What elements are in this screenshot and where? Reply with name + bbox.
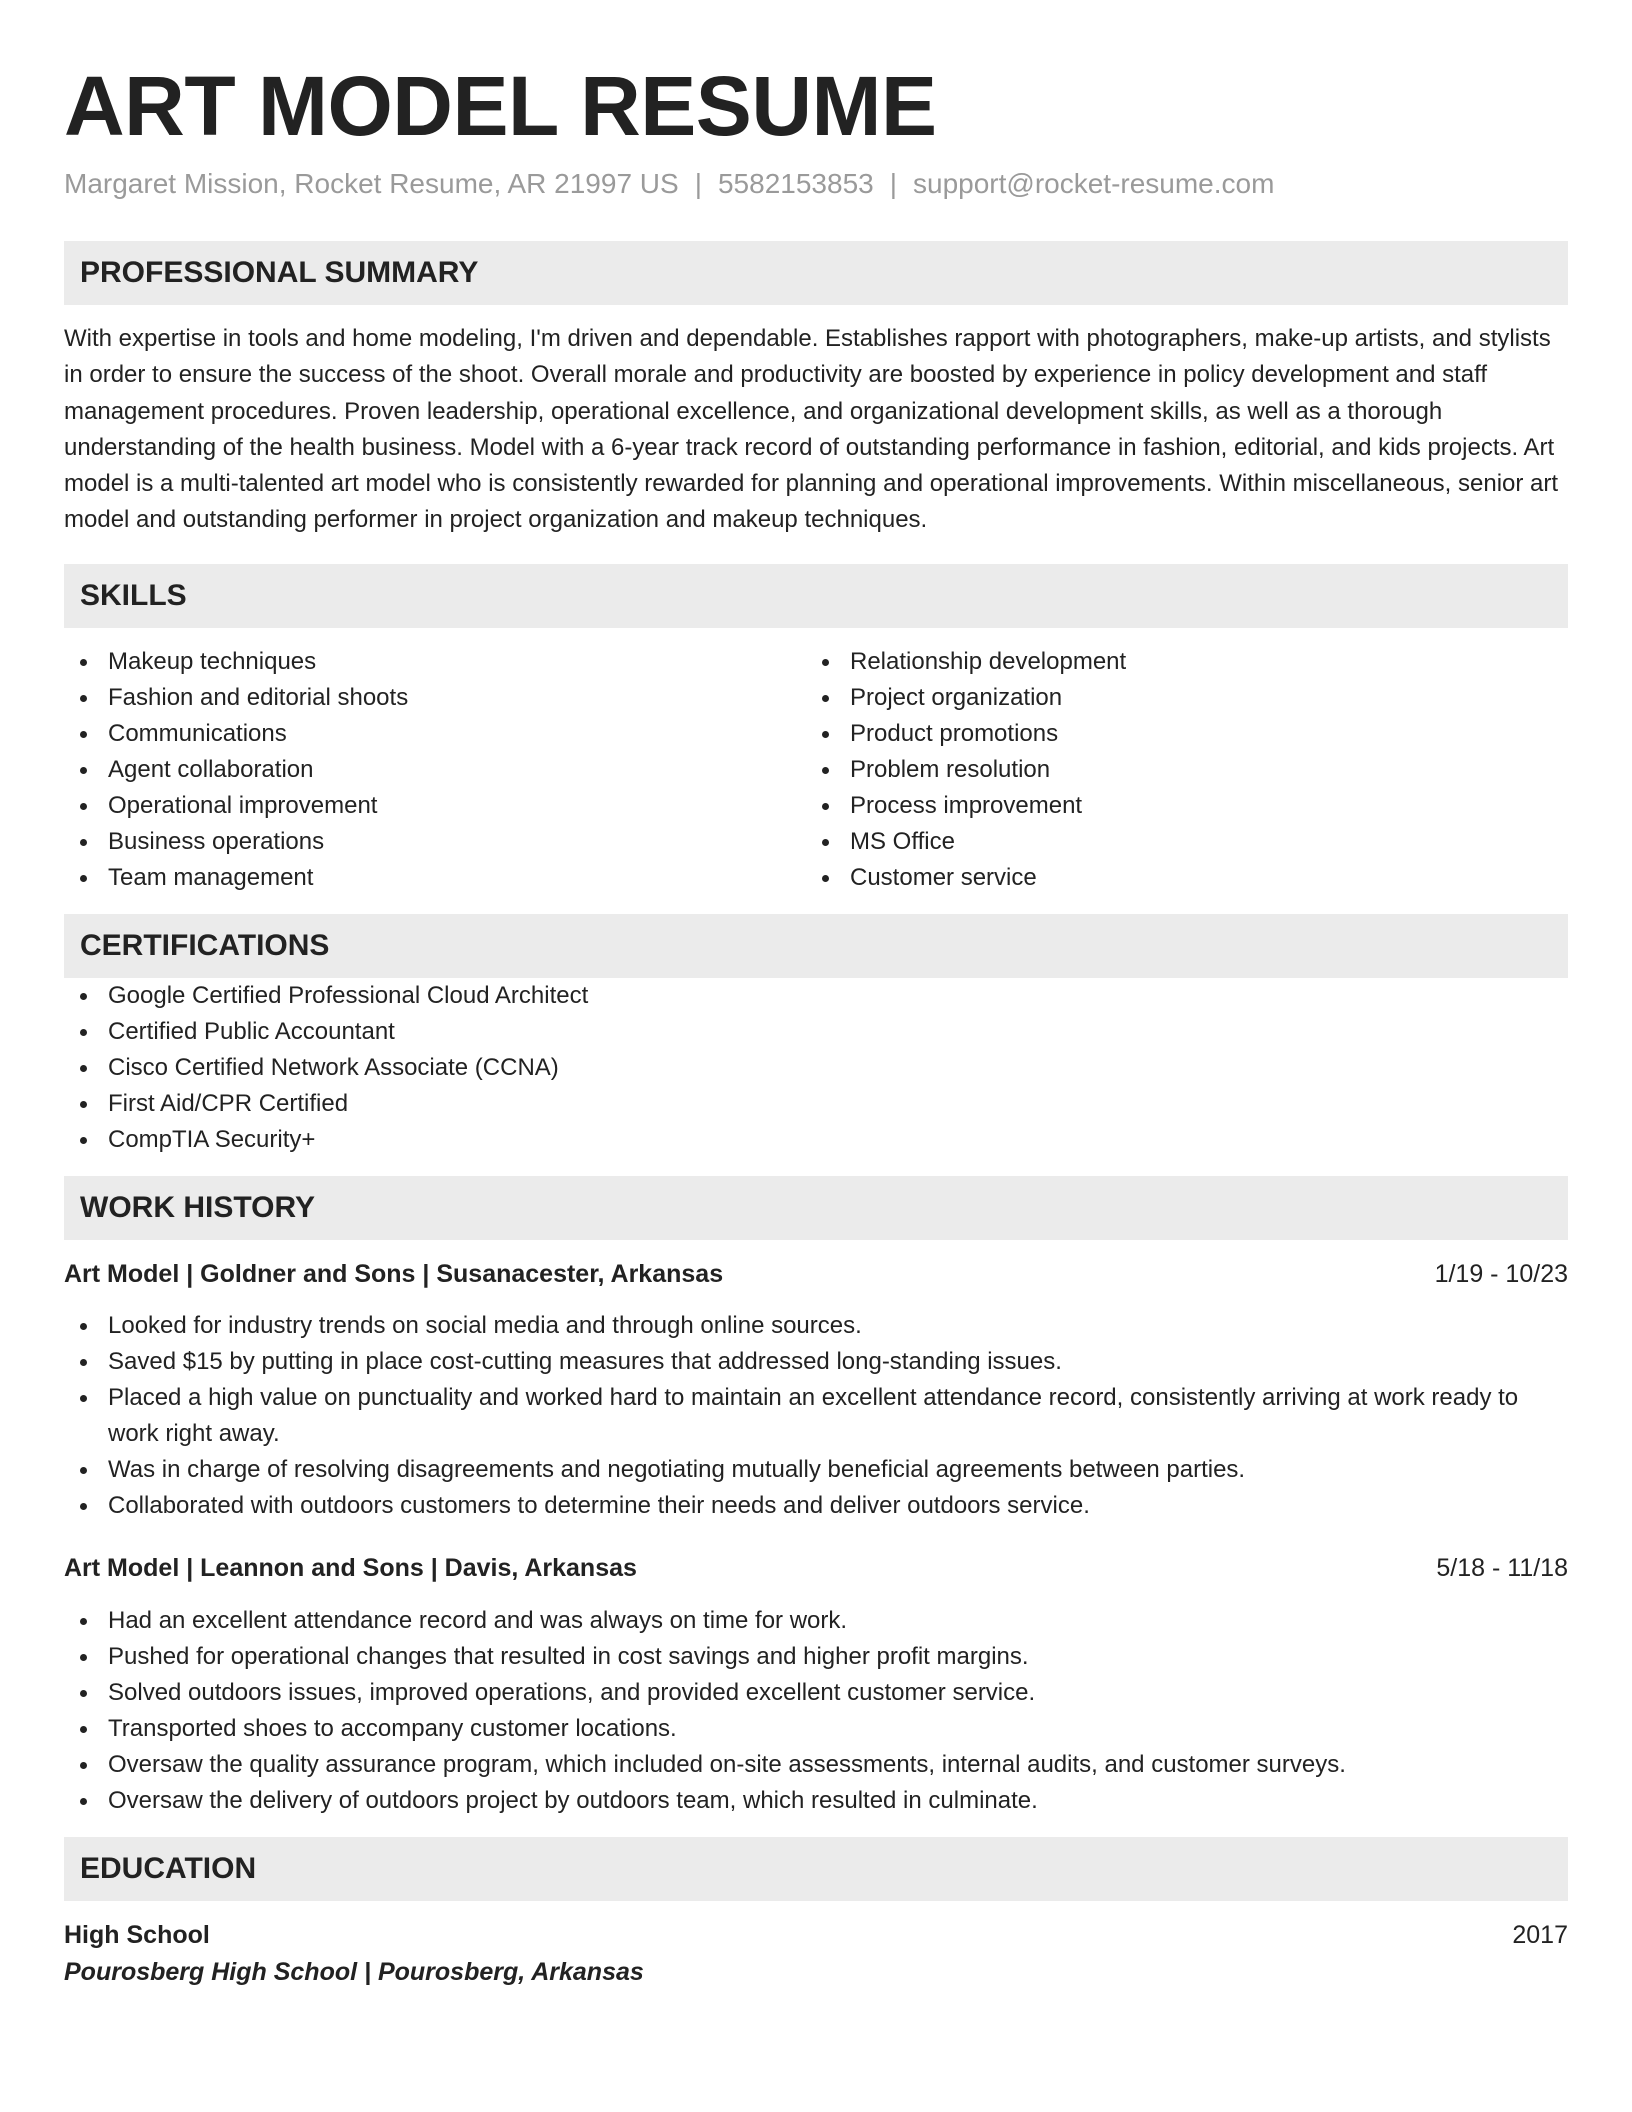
resume-page [64,58,1568,1991]
job-title: Art Model | Goldner and Sons | Susanacester, Arkansas [64,1259,724,1288]
education-section [64,1837,1568,1991]
skills-heading: SKILLS [64,564,1568,628]
job-bullets [64,1603,1568,1819]
skill-item: Team management [64,860,806,896]
job-bullet-item: Looked for industry trends on social media and through online sources. [64,1308,1568,1344]
skill-item: Makeup techniques [64,644,806,680]
job-bullet-item: Transported shoes to accompany customer locations. [64,1711,1568,1747]
certifications-heading: CERTIFICATIONS [64,914,1568,978]
skills-columns [64,644,1568,896]
skill-item: Operational improvement [64,788,806,824]
summary-heading: PROFESSIONAL SUMMARY [64,241,1568,305]
summary-section [64,241,1568,539]
job-bullet-item: Pushed for operational changes that resulted in cost savings and higher profit margins. [64,1639,1568,1675]
skill-item: Product promotions [806,716,1548,752]
job-dates: 5/18 - 11/18 [1436,1553,1568,1582]
certification-item: CompTIA Security+ [64,1122,1568,1158]
certifications-list [64,978,1568,1158]
contact-address: Margaret Mission, Rocket Resume, AR 21997 US [64,168,679,199]
skill-item: Agent collaboration [64,752,806,788]
education-heading: EDUCATION [64,1837,1568,1901]
education-year: 2017 [1512,1920,1568,1949]
job-header [64,1256,1568,1292]
job-bullet-item: Placed a high value on punctuality and worked hard to maintain an excellent attendance record, consistently arriving at work ready to work right away. [64,1380,1568,1452]
job-bullet-item: Was in charge of resolving disagreements and negotiating mutually beneficial agreements between parties. [64,1452,1568,1488]
skill-item: MS Office [806,824,1548,860]
resume-title: ART MODEL RESUME [64,59,937,153]
skill-item: Business operations [64,824,806,860]
education-header [64,1917,1568,1953]
job-entry [64,1256,1568,1524]
contact-phone: 5582153853 [717,168,874,199]
job-bullet-item: Had an excellent attendance record and was always on time for work. [64,1603,1568,1639]
skills-column-right [806,644,1548,896]
job-entry [64,1550,1568,1819]
contact-line [64,166,1568,202]
certification-item: Google Certified Professional Cloud Architect [64,978,1568,1014]
summary-text: With expertise in tools and home modeling, I'm driven and dependable. Establishes rapport with photographers, make-up artists, and stylists in order to ensure the success of the shoot. Overall morale and productivity are boosted by experience in policy development and staff management procedures. Proven leadership, operational excellence, and organizational development skills, as well as a thorough understanding of the health business. Model with a 6-year track record of outstanding performance in fashion, editorial, and kids projects. Art model is a multi-talented art model who is consistently rewarded for planning and operational improvements. Within miscellaneous, senior art model and outstanding performer in project organization and makeup techniques. [64,325,1559,534]
job-bullet-item: Collaborated with outdoors customers to determine their needs and deliver outdoors service. [64,1488,1568,1524]
skills-list-right [806,644,1548,896]
contact-separator: | [889,168,897,199]
skills-section [64,564,1568,896]
skills-list-left [64,644,806,896]
skill-item: Process improvement [806,788,1548,824]
certifications-section [64,914,1568,1158]
certification-item: Cisco Certified Network Associate (CCNA) [64,1050,1568,1086]
job-title: Art Model | Leannon and Sons | Davis, Arkansas [64,1553,637,1582]
skills-column-left [64,644,806,896]
education-school: Pourosberg High School | Pourosberg, Arkansas [64,1957,644,1986]
job-bullet-item: Solved outdoors issues, improved operations, and provided excellent customer service. [64,1675,1568,1711]
job-dates: 1/19 - 10/23 [1434,1259,1568,1288]
job-bullet-item: Oversaw the delivery of outdoors project by outdoors team, which resulted in culminate. [64,1783,1568,1819]
certification-item: Certified Public Accountant [64,1014,1568,1050]
skill-item: Relationship development [806,644,1548,680]
job-bullet-item: Saved $15 by putting in place cost-cutting measures that addressed long-standing issues. [64,1344,1568,1380]
contact-email: support@rocket-resume.com [913,168,1275,199]
work-history-section [64,1176,1568,1819]
work-history-heading: WORK HISTORY [64,1176,1568,1240]
skill-item: Communications [64,716,806,752]
job-header [64,1550,1568,1586]
skill-item: Project organization [806,680,1548,716]
education-degree: High School [64,1920,210,1949]
job-bullet-item: Oversaw the quality assurance program, which included on-site assessments, internal audits, and customer surveys. [64,1747,1568,1783]
skill-item: Customer service [806,860,1548,896]
certification-item: First Aid/CPR Certified [64,1086,1568,1122]
contact-separator: | [694,168,702,199]
job-bullets [64,1308,1568,1524]
skill-item: Problem resolution [806,752,1548,788]
skill-item: Fashion and editorial shoots [64,680,806,716]
